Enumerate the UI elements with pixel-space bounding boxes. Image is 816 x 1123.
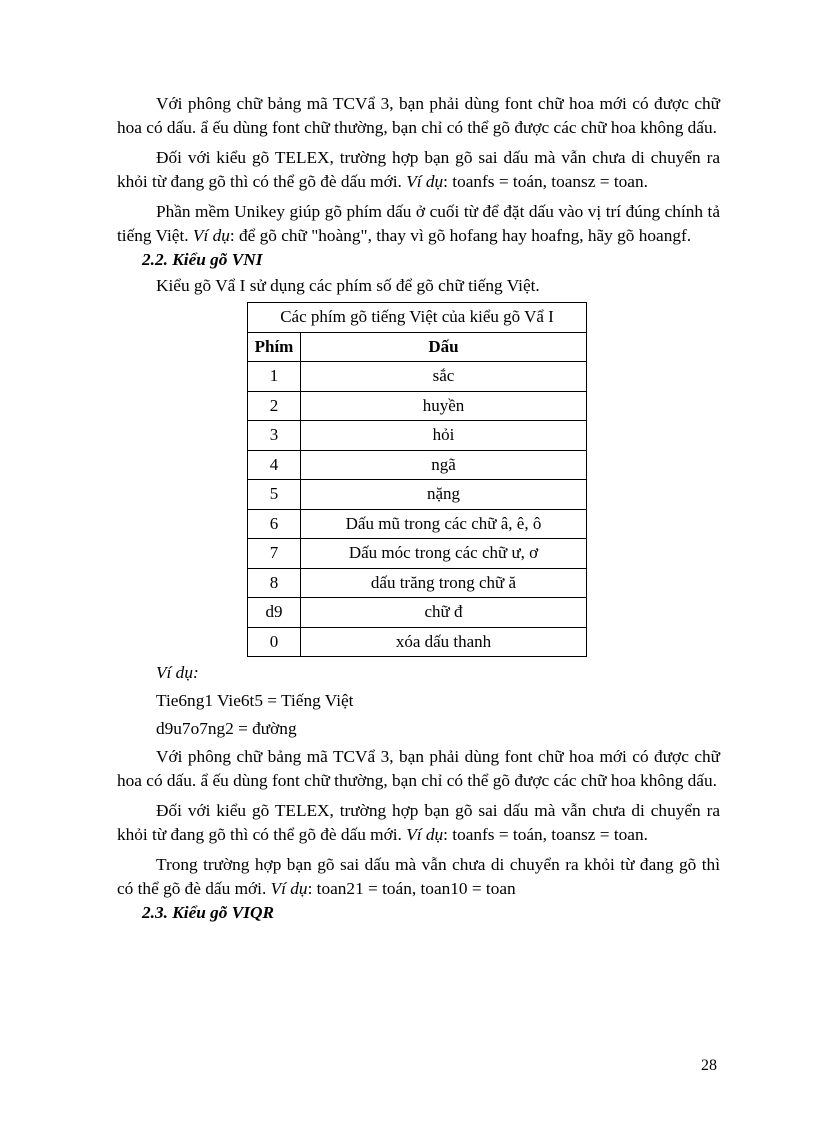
table-row (248, 627, 587, 657)
vni-keys-table (247, 302, 587, 657)
mark-cell: xóa dấu thanh (301, 627, 587, 657)
table-row (248, 421, 587, 451)
column-header-mark: Dấu (301, 332, 587, 362)
key-cell: 6 (248, 509, 301, 539)
examples-label: Ví dụ: (156, 663, 199, 682)
mark-cell: nặng (301, 480, 587, 510)
mark-cell: dấu trăng trong chữ ă (301, 568, 587, 598)
page-number: 28 (701, 1057, 717, 1074)
table-header-row (248, 332, 587, 362)
paragraph-tcvn3-note: Với phông chữ bảng mã TCVẩ 3, bạn phải dùng font chữ hoa mới có được chữ hoa có dấu. ẩ ếu dùng font chữ thường, bạn chỉ có thể gõ được các chữ hoa không dấu. (117, 747, 720, 790)
key-cell: 3 (248, 421, 301, 451)
example-label: Ví dụ (406, 825, 444, 844)
key-cell: d9 (248, 598, 301, 628)
paragraph-unikey (117, 200, 720, 248)
example-label: Ví dụ (270, 879, 308, 898)
table-caption-row (248, 303, 587, 333)
table-row (248, 391, 587, 421)
paragraph-text: Đối với kiểu gõ TELEX, trường hợp bạn gõ sai dấu mà vẫn chưa di chuyển ra khỏi từ đang gõ thì có thể gõ đè dấu mới. (117, 148, 720, 191)
paragraph-text: Trong trường hợp bạn gõ sai dấu mà vẫn chưa di chuyển ra khỏi từ đang gõ thì có thể gõ đè dấu mới. (117, 855, 720, 898)
mark-cell: chữ đ (301, 598, 587, 628)
key-cell: 8 (248, 568, 301, 598)
table-caption: Các phím gõ tiếng Việt của kiểu gõ Vẩ I (248, 303, 587, 333)
table-row (248, 480, 587, 510)
mark-cell: hỏi (301, 421, 587, 451)
paragraph-tcvn3-note: Với phông chữ bảng mã TCVẩ 3, bạn phải dùng font chữ hoa mới có được chữ hoa có dấu. ẩ ếu dùng font chữ thường, bạn chỉ có thể gõ được các chữ hoa không dấu. (117, 94, 720, 137)
example-line: Tie6ng1 Vie6t5 = Tiếng Việt (156, 691, 354, 710)
paragraph-vni-overwrite (117, 853, 720, 901)
example-label: Ví dụ (192, 226, 230, 245)
key-cell: 5 (248, 480, 301, 510)
column-header-key: Phím (248, 332, 301, 362)
key-cell: 7 (248, 539, 301, 569)
example-label: Ví dụ (406, 172, 444, 191)
key-cell: 1 (248, 362, 301, 392)
key-cell: 0 (248, 627, 301, 657)
mark-cell: Dấu mũ trong các chữ â, ê, ô (301, 509, 587, 539)
section-heading-vni: 2.2. Kiểu gõ VNI (142, 250, 263, 269)
section-heading-viqr: 2.3. Kiểu gõ VIQR (142, 903, 275, 922)
key-cell: 2 (248, 391, 301, 421)
section-intro-vni: Kiểu gõ Vẩ I sử dụng các phím số để gõ chữ tiếng Việt. (156, 276, 540, 295)
mark-cell: huyền (301, 391, 587, 421)
table-row (248, 539, 587, 569)
paragraph-text: : toanfs = toán, toansz = toan. (443, 172, 648, 191)
table-row (248, 362, 587, 392)
paragraph-telex-overwrite (117, 799, 720, 847)
paragraph-text: : toan21 = toán, toan10 = toan (307, 879, 516, 898)
paragraph-text: : toanfs = toán, toansz = toan. (443, 825, 648, 844)
example-line: d9u7o7ng2 = đường (156, 719, 297, 738)
paragraph-telex-overwrite (117, 146, 720, 194)
document-page (117, 92, 720, 927)
table-row (248, 509, 587, 539)
mark-cell: sắc (301, 362, 587, 392)
table-row (248, 568, 587, 598)
table-row (248, 598, 587, 628)
key-cell: 4 (248, 450, 301, 480)
paragraph-text: Đối với kiểu gõ TELEX, trường hợp bạn gõ sai dấu mà vẫn chưa di chuyển ra khỏi từ đang gõ thì có thể gõ đè dấu mới. (117, 801, 720, 844)
mark-cell: ngã (301, 450, 587, 480)
paragraph-text: Phần mềm Unikey giúp gõ phím dấu ở cuối từ để đặt dấu vào vị trí đúng chính tả tiếng Việt. (117, 202, 720, 245)
mark-cell: Dấu móc trong các chữ ư, ơ (301, 539, 587, 569)
table-row (248, 450, 587, 480)
paragraph-text: : để gõ chữ "hoàng", thay vì gõ hofang hay hoafng, hãy gõ hoangf. (229, 226, 692, 245)
